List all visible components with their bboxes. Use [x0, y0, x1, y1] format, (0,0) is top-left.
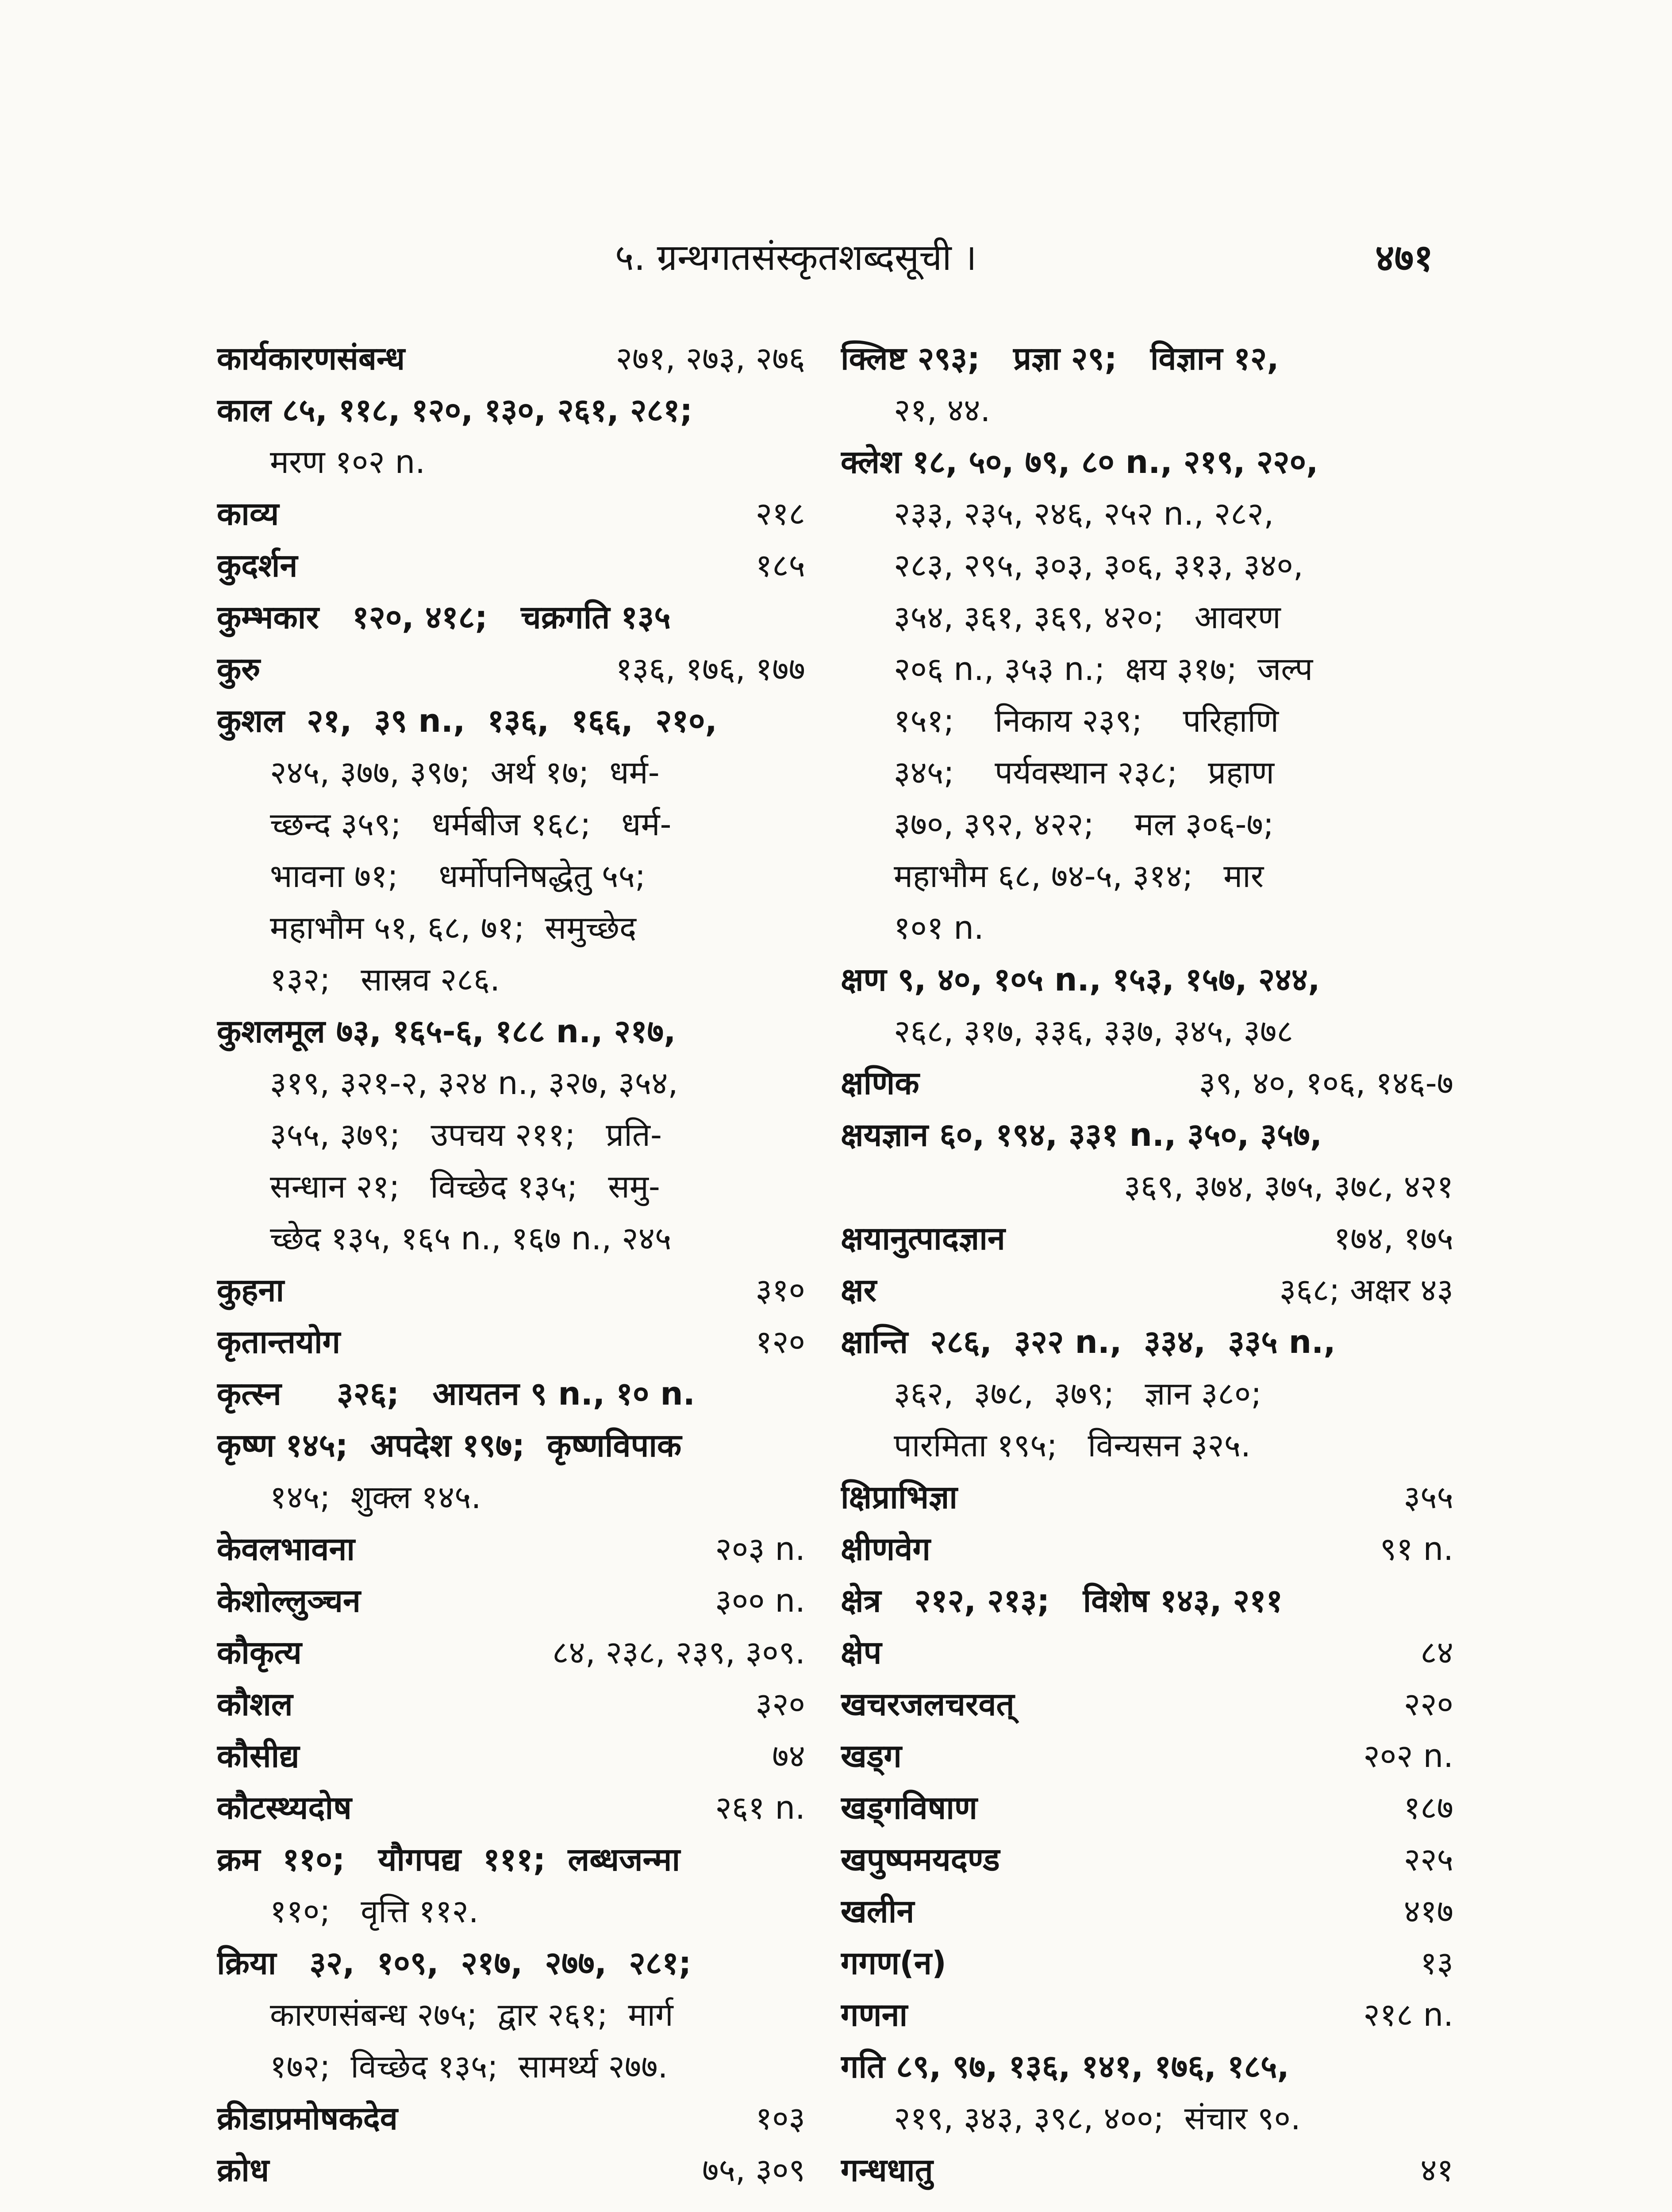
entry-text: पारमिता १९५; विन्यसन ३२५.: [894, 1427, 1251, 1464]
entry-line: [841, 1316, 1453, 1368]
entry-line: [217, 1368, 805, 1420]
entry-text: १५१; निकाय २३९; परिहाणि: [894, 702, 1279, 739]
entry-continuation-line: [217, 1213, 805, 1264]
index-entry: [841, 1523, 1453, 1575]
index-entry: [841, 1989, 1453, 2041]
entry-line: [841, 1109, 1453, 1161]
entry-text: कुशल २१, ३९ n., १३६, १६६, २१०,: [217, 702, 717, 739]
entry-text: च्छन्द ३५९; धर्मबीज १६८; धर्म-: [270, 806, 672, 843]
entry-continuation-line: [841, 747, 1453, 799]
entry-text: ३५५, ३७९; उपचय २११; प्रति-: [270, 1116, 662, 1153]
index-entry: [841, 436, 1453, 954]
entry-text: १४५; शुक्ल १४५.: [270, 1479, 481, 1516]
entry-line: [217, 2144, 805, 2196]
entry-text: केशोल्लुञ्चन: [217, 1582, 361, 1619]
entry-text: क्षयज्ञान ६०, १९४, ३३१ n., ३५०, ३५७,: [841, 1116, 1322, 1153]
running-title: ५. ग्रन्थगतसंस्कृतशब्दसूची ।: [615, 237, 977, 279]
entry-text: १०१ n.: [894, 909, 984, 946]
entry-text: कारणसंबन्ध २७५; द्वार २६१; मार्ग: [270, 1996, 673, 2033]
entry-line: [841, 1937, 1453, 1989]
index-entry: [217, 1523, 805, 1575]
entry-text: च्छेद १३५, १६५ n., १६७ n., २४५: [270, 1220, 672, 1257]
entry-text: क्षर: [841, 1271, 877, 1309]
index-entry: [217, 2144, 805, 2196]
entry-page-refs: १८५: [755, 547, 805, 584]
entry-line: [841, 1627, 1453, 1678]
entry-text: क्षयानुत्पादज्ञान: [841, 1220, 1005, 1257]
entry-continuation-line: [841, 695, 1453, 747]
entry-continuation-line: [841, 591, 1453, 643]
entry-text: कुशलमूल ७३, १६५-६, १८८ n., २१७,: [217, 1013, 676, 1050]
entry-continuation-line: [217, 436, 805, 488]
entry-page-refs: ८४: [1420, 1634, 1453, 1671]
entry-text: क्षण ९, ४०, १०५ n., १५३, १५७, २४४,: [841, 961, 1320, 998]
entry-continuation-line: [217, 747, 805, 799]
index-entry: [841, 1627, 1453, 1678]
entry-text: २४५, ३७७, ३९७; अर्थ १७; धर्म-: [270, 754, 660, 791]
entry-continuation-line: [217, 2041, 805, 2093]
entry-page-refs: ३६९, ३७४, ३७५, ३७८, ४२१: [1124, 1168, 1453, 1205]
entry-line: [217, 384, 805, 436]
entry-line: [217, 1782, 805, 1834]
entry-line: [217, 2093, 805, 2144]
entry-line: [841, 2041, 1453, 2093]
index-entry: [841, 2144, 1453, 2196]
entry-continuation-line: [217, 1057, 805, 1109]
index-entry: [217, 333, 805, 384]
entry-text: १३२; सास्रव २८६.: [270, 961, 500, 998]
entry-text: ११०; वृत्ति ११२.: [270, 1893, 479, 1930]
entry-page-refs: १०३: [755, 2100, 805, 2137]
index-entry: [217, 1575, 805, 1627]
index-entry: [217, 1730, 805, 1782]
entry-text: कार्यकारणसंबन्ध: [217, 340, 405, 377]
entry-line: [217, 1730, 805, 1782]
entry-continuation-line: [841, 643, 1453, 695]
entry-text: क्रीडाप्रमोषकदेव: [217, 2100, 398, 2137]
entry-page-refs: १७४, १७५: [1334, 1220, 1453, 1257]
entry-text: मरण १०२ n.: [270, 443, 426, 480]
entry-text: ३१९, ३२१-२, ३२४ n., ३२७, ३५४,: [270, 1064, 678, 1102]
entry-page-refs: ९१ n.: [1380, 1530, 1453, 1567]
entry-text: क्रिया ३२, १०९, २१७, २७७, २८१;: [217, 1944, 692, 1982]
entry-text: कौसीद्य: [217, 1737, 300, 1774]
entry-text: क्षीणवेग: [841, 1530, 930, 1567]
entry-continuation-line: [217, 1471, 805, 1523]
entry-text: खपुष्पमयदण्ड: [841, 1841, 1000, 1878]
entry-text: कौटस्थ्यदोष: [217, 1789, 352, 1826]
index-entry: [217, 1937, 805, 2093]
index-entry: [217, 695, 805, 1006]
entry-line: [841, 1834, 1453, 1886]
entry-page-refs: १२०: [755, 1323, 805, 1360]
entry-line: [217, 540, 805, 591]
entry-page-refs: ७५, ३०९: [702, 2151, 805, 2189]
entry-line: [217, 1834, 805, 1886]
index-entry: [841, 1834, 1453, 1886]
entry-page-refs: २२५: [1403, 1841, 1453, 1878]
entry-line: [217, 1937, 805, 1989]
entry-text: कृतान्तयोग: [217, 1323, 341, 1360]
entry-line: [841, 1057, 1453, 1109]
entry-text: २८३, २९५, ३०३, ३०६, ३१३, ३४०,: [894, 547, 1303, 584]
entry-text: क्रोध: [217, 2151, 269, 2189]
entry-text: २३३, २३५, २४६, २५२ n., २८२,: [894, 495, 1274, 532]
entry-continuation-line: [841, 1006, 1453, 1057]
entry-text: क्षान्ति २८६, ३२२ n., ३३४, ३३५ n.,: [841, 1323, 1336, 1360]
entry-text: २६८, ३१७, ३३६, ३३७, ३४५, ३७८: [894, 1013, 1293, 1050]
entry-text: ३६२, ३७८, ३७९; ज्ञान ३८०;: [894, 1375, 1262, 1412]
entry-page-refs: ३५५: [1403, 1479, 1453, 1516]
index-entry: [217, 1627, 805, 1678]
entry-page-refs: २०३ n.: [715, 1530, 805, 1567]
index-entry: [217, 540, 805, 591]
entry-text: कृत्स्न ३२६; आयतन ९ n., १० n.: [217, 1375, 695, 1412]
index-entry: [841, 1782, 1453, 1834]
entry-text: २०६ n., ३५३ n.; क्षय ३१७; जल्प: [894, 650, 1313, 687]
index-entry: [841, 1886, 1453, 1937]
entry-line: [217, 695, 805, 747]
index-entry: [217, 1420, 805, 1523]
index-entry: [217, 1316, 805, 1368]
entry-text: महाभौम ५१, ६८, ७१; समुच्छेद: [270, 909, 637, 946]
index-entry: [217, 591, 805, 643]
entry-line: [217, 1420, 805, 1471]
entry-continuation-line: [841, 850, 1453, 902]
entry-line: [217, 591, 805, 643]
entry-text: गति ८९, ९७, १३६, १४१, १७६, १८५,: [841, 2048, 1289, 2085]
entry-text: क्षेप: [841, 1634, 882, 1671]
entry-page-refs: १३: [1420, 1944, 1453, 1982]
entry-text: भावना ७१; धर्मोपनिषद्धेतु ५५;: [270, 857, 646, 895]
entry-text: खड्ग: [841, 1737, 902, 1774]
entry-text: क्लिष्ट २९३; प्रज्ञा २९; विज्ञान १२,: [841, 340, 1279, 377]
entry-text: महाभौम ६८, ७४-५, ३१४; मार: [894, 857, 1264, 895]
entry-page-refs: ८४, २३८, २३९, ३०९.: [552, 1634, 805, 1671]
index-entry: [841, 1678, 1453, 1730]
entry-text: काव्य: [217, 495, 279, 532]
entry-line: [841, 436, 1453, 488]
entry-text: कुहना: [217, 1271, 284, 1309]
entry-page-refs: १३६, १७६, १७७: [615, 650, 805, 687]
index-entry: [217, 1368, 805, 1420]
entry-text: केवलभावना: [217, 1530, 355, 1567]
entry-line: [841, 1264, 1453, 1316]
entry-line: [841, 1213, 1453, 1264]
index-entry: [841, 954, 1453, 1057]
entry-line: [841, 1678, 1453, 1730]
entry-text: ३४५; पर्यवस्थान २३८; प्रहाण: [894, 754, 1275, 791]
entry-continuation-line: [217, 902, 805, 954]
index-entry: [841, 2041, 1453, 2144]
entry-line: [841, 1523, 1453, 1575]
index-entry: [841, 1057, 1453, 1109]
index-entry: [841, 333, 1453, 436]
index-entry: [841, 1575, 1453, 1627]
entry-line: [841, 1989, 1453, 2041]
entry-line: [841, 333, 1453, 384]
index-entry: [217, 1834, 805, 1937]
entry-continuation-line: [841, 1368, 1453, 1420]
entry-line: [217, 1678, 805, 1730]
index-entry: [841, 1264, 1453, 1316]
entry-page-refs: ४१७: [1403, 1893, 1453, 1930]
index-entry: [841, 1213, 1453, 1264]
index-entry: [217, 384, 805, 488]
entry-text: ३७०, ३९२, ४२२; मल ३०६-७;: [894, 806, 1274, 843]
entry-page-refs: १८७: [1403, 1789, 1453, 1826]
entry-text: गन्धधातु: [841, 2151, 933, 2189]
index-entry: [841, 1937, 1453, 1989]
entry-text: क्षणिक: [841, 1064, 919, 1102]
index-entry: [217, 1264, 805, 1316]
entry-page-refs: २२०: [1403, 1686, 1453, 1723]
page-header: [0, 234, 1672, 282]
entry-page-refs: २६१ n.: [715, 1789, 805, 1826]
entry-page-refs: ३२०: [755, 1686, 805, 1723]
entry-line: [841, 1575, 1453, 1627]
left-column: [217, 333, 805, 2212]
entry-continuation-line: [841, 488, 1453, 540]
index-entry: [217, 2093, 805, 2144]
entry-text: कुदर्शन: [217, 547, 298, 584]
entry-text: कुम्भकार १२०, ४१८; चक्रगति १३५: [217, 599, 671, 636]
entry-continuation-line: [217, 850, 805, 902]
entry-page-refs: २७१, २७३, २७६: [615, 340, 805, 377]
entry-text: काल ८५, ११८, १२०, १३०, २६१, २८१;: [217, 392, 693, 429]
entry-page-refs: २०२ n.: [1363, 1737, 1453, 1774]
entry-line: [841, 1471, 1453, 1523]
entry-page-refs: ४१: [1420, 2151, 1453, 2189]
entry-continuation-line: [217, 1109, 805, 1161]
entry-continuation-line: [217, 1886, 805, 1937]
entry-text: कौकृत्य: [217, 1634, 302, 1671]
index-entry: [217, 488, 805, 540]
entry-page-refs: ७४: [772, 1737, 805, 1774]
entry-text: क्षेत्र २१२, २१३; विशेष १४३, २११: [841, 1582, 1283, 1619]
entry-line: [217, 333, 805, 384]
entry-text: खलीन: [841, 1893, 915, 1930]
entry-continuation-line: [217, 799, 805, 850]
entry-line: [217, 1006, 805, 1057]
entry-text: गगण(न): [841, 1944, 946, 1982]
entry-continuation-line: [841, 799, 1453, 850]
entry-line: [841, 1730, 1453, 1782]
entry-page-refs: ३१०: [755, 1271, 805, 1309]
entry-continuation-line: [217, 1989, 805, 2041]
entry-text: कृष्ण १४५; अपदेश १९७; कृष्णविपाक: [217, 1427, 682, 1464]
entry-continuation-line: [841, 384, 1453, 436]
entry-continuation-line: [841, 1161, 1453, 1213]
entry-text: गणना: [841, 1996, 908, 2033]
page-number: ४७१: [1375, 236, 1433, 280]
entry-line: [217, 1575, 805, 1627]
entry-text: क्षिप्राभिज्ञा: [841, 1479, 957, 1516]
entry-continuation-line: [841, 1420, 1453, 1471]
entry-text: कौशल: [217, 1686, 293, 1723]
index-entry: [841, 1471, 1453, 1523]
entry-page-refs: ३६८; अक्षर ४३: [1279, 1271, 1453, 1309]
entry-line: [217, 1627, 805, 1678]
entry-page-refs: ३९, ४०, १०६, १४६-७: [1199, 1064, 1453, 1102]
entry-text: २१, ४४.: [894, 392, 991, 429]
entry-line: [841, 954, 1453, 1006]
entry-text: कुरु: [217, 650, 261, 687]
entry-text: क्रम ११०; यौगपद्य १११; लब्धजन्मा: [217, 1841, 680, 1878]
entry-text: क्लेश १८, ५०, ७९, ८० n., २१९, २२०,: [841, 443, 1318, 480]
entry-continuation-line: [841, 540, 1453, 591]
entry-line: [217, 1523, 805, 1575]
entry-line: [217, 1264, 805, 1316]
entry-text: खड्गविषाण: [841, 1789, 977, 1826]
entry-page-refs: २१८ n.: [1363, 1996, 1453, 2033]
entry-page-refs: ३०० n.: [715, 1582, 805, 1619]
entry-text: १७२; विच्छेद १३५; सामर्थ्य २७७.: [270, 2048, 668, 2085]
index-entry: [841, 1730, 1453, 1782]
entry-line: [841, 2144, 1453, 2196]
entry-text: २१९, ३४३, ३९८, ४००; संचार ९०.: [894, 2100, 1301, 2137]
entry-line: [841, 1886, 1453, 1937]
entry-page-refs: २१८: [755, 495, 805, 532]
entry-continuation-line: [841, 2093, 1453, 2144]
index-entry: [841, 1109, 1453, 1213]
entry-line: [217, 643, 805, 695]
index-entry: [217, 643, 805, 695]
index-entry: [217, 1678, 805, 1730]
entry-text: ३५४, ३६१, ३६९, ४२०; आवरण: [894, 599, 1281, 636]
index-entry: [217, 1782, 805, 1834]
entry-text: खचरजलचरवत्: [841, 1686, 1015, 1723]
entry-line: [217, 1316, 805, 1368]
index-entry: [841, 1316, 1453, 1471]
entry-continuation-line: [217, 954, 805, 1006]
entry-text: सन्धान २१; विच्छेद १३५; समु-: [270, 1168, 660, 1205]
entry-continuation-line: [217, 1161, 805, 1213]
entry-line: [841, 1782, 1453, 1834]
entry-line: [217, 488, 805, 540]
entry-continuation-line: [841, 902, 1453, 954]
index-entry: [217, 1006, 805, 1264]
right-column: [841, 333, 1453, 2212]
